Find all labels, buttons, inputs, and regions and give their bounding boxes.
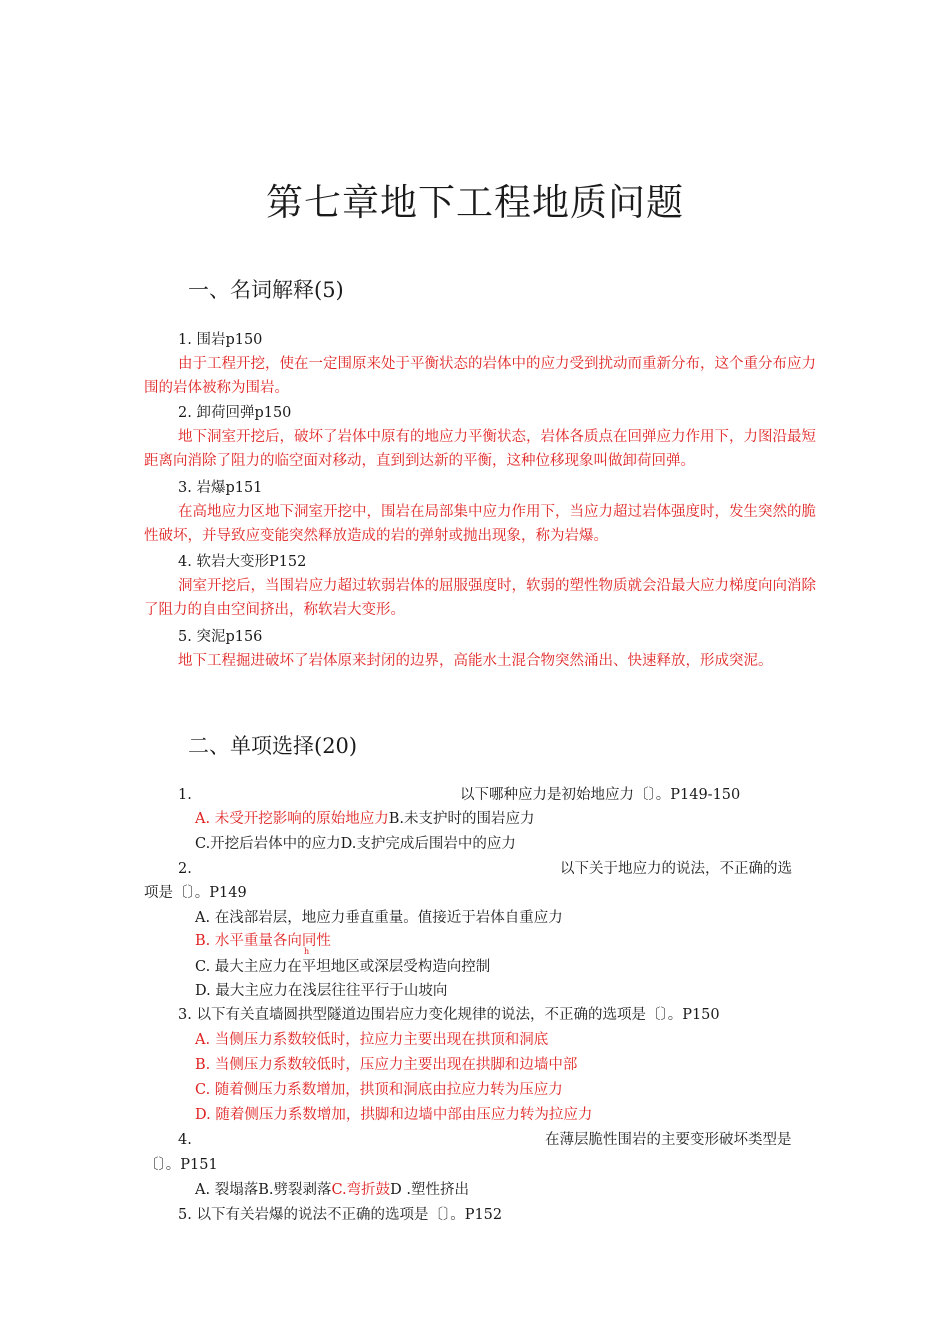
definition-4: 洞室开挖后，当围岩应力超过软弱岩体的屈服强度时，软弱的塑性物质就会沿最大应力梯度向向消除了阻力的自由空间挤出，称软岩大变形。 [144, 578, 816, 618]
question-2-option-d: D. 最大主应力在浅层往往平行于山坡向 [195, 983, 448, 999]
question-4-option-ab: A. 裂塌落B.劈裂剥落 [195, 1182, 332, 1198]
question-2-text: 以下关于地应力的说法，不正确的选 [560, 861, 792, 877]
question-3-text: 3. 以下有关直墙圆拱型隧道边围岩应力变化规律的说法，不正确的选项是〔〕。P150 [178, 1007, 720, 1023]
question-4-text-continued: 〔〕。P151 [144, 1157, 218, 1173]
section2-heading: 二、单项选择(20) [188, 734, 358, 758]
question-4-options [195, 1178, 469, 1202]
term-5: 5. 突泥p156 [178, 629, 263, 645]
question-5-text: 5. 以下有关岩爆的说法不正确的选项是〔〕。P152 [178, 1207, 503, 1223]
question-2-option-b: B. 水平重量各向同性 [195, 933, 331, 949]
question-4-option-c: C.弯折鼓 [331, 1182, 391, 1198]
question-2-number: 2. [178, 861, 192, 877]
question-2-option-a: A. 在浅部岩层，地应力垂直重量。值接近于岩体自重应力 [195, 910, 563, 926]
term-3: 3. 岩爆p151 [178, 480, 263, 496]
term-1: 1. 围岩p150 [178, 332, 263, 348]
definition-3: 在高地应力区地下洞室开挖中，围岩在局部集中应力作用下，当应力超过岩体强度时，发生突然的脆性破坏，并导致应变能突然释放造成的岩的弹射或抛出现象，称为岩爆。 [144, 504, 816, 544]
term-4: 4. 软岩大变形P152 [178, 554, 307, 570]
question-3-option-c: C. 随着侧压力系数增加，拱顶和洞底由拉应力转为压应力 [195, 1082, 563, 1098]
question-4-number: 4. [178, 1132, 192, 1148]
question-4-option-d: D .塑性挤出 [390, 1182, 469, 1198]
question-1-options-ab [195, 807, 534, 831]
definition-5: 地下工程掘进破坏了岩体原来封闭的边界，高能水土混合物突然涌出、快速释放，形成突泥。 [178, 653, 773, 669]
term-2: 2. 卸荷回弹p150 [178, 405, 292, 421]
question-1-number: 1. [178, 787, 192, 803]
question-2-option-c: C. 最大主应力在平坦地区或深层受构造向控制 [195, 959, 491, 975]
question-2-mark: h [304, 947, 310, 956]
question-3-option-b: B. 当侧压力系数较低时，压应力主要出现在拱脚和边墙中部 [195, 1057, 578, 1073]
question-4-text: 在薄层脆性围岩的主要变形破坏类型是 [545, 1132, 792, 1148]
definition-1: 由于工程开挖，使在一定围原来处于平衡状态的岩体中的应力受到扰动而重新分布，这个重分布应力围的岩体被称为围岩。 [144, 356, 816, 396]
question-2-text-continued: 项是〔〕。P149 [144, 885, 247, 901]
question-1-option-a: A. 未受开挖影响的原始地应力 [195, 811, 389, 827]
question-1-option-b: B.未支护时的围岩应力 [388, 811, 535, 827]
section1-heading: 一、名词解释(5) [188, 278, 344, 302]
definition-2: 地下洞室开挖后，破坏了岩体中原有的地应力平衡状态，岩体各质点在回弹应力作用下，力图沿最短距离向消除了阻力的临空面对移动，直到到达新的平衡，这种位移现象叫做卸荷回弹。 [144, 429, 816, 469]
question-3-option-a: A. 当侧压力系数较低时，拉应力主要出现在拱顶和洞底 [195, 1032, 549, 1048]
question-1-text: 以下哪种应力是初始地应力〔〕。P149-150 [460, 787, 741, 803]
page-title: 第七章地下工程地质问题 [266, 181, 684, 224]
question-3-option-d: D. 随着侧压力系数增加，拱脚和边墙中部由压应力转为拉应力 [195, 1107, 593, 1123]
question-1-options-cd: C.开挖后岩体中的应力D.支护完成后围岩中的应力 [195, 836, 516, 852]
